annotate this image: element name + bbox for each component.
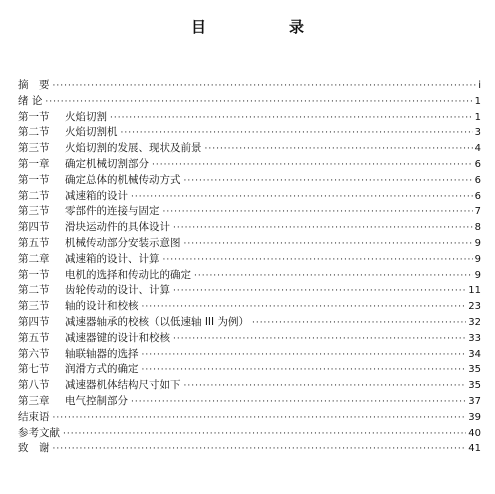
toc-entry-title: 减速器轴承的校核（以低速轴 III 为例） [65, 315, 249, 328]
toc-entry[interactable] [18, 315, 481, 331]
toc-entry[interactable] [18, 173, 481, 189]
toc-page-number: 41 [468, 443, 481, 455]
toc-entry-label [18, 204, 160, 220]
toc-entry-label [18, 125, 118, 141]
toc-dot-leader [110, 111, 473, 127]
toc-page-number: 37 [468, 395, 481, 407]
toc-entry-title: 润滑方式的确定 [65, 363, 139, 376]
toc-entry-label [18, 173, 181, 189]
toc-dot-leader [152, 158, 473, 174]
toc-entry-label [18, 410, 50, 426]
toc-entry[interactable] [18, 125, 481, 141]
toc-entry[interactable] [18, 362, 481, 378]
toc-page-number: 1 [474, 111, 481, 123]
toc-entry[interactable] [18, 204, 481, 220]
toc-dot-leader [142, 348, 467, 364]
toc-dot-leader [205, 142, 473, 158]
toc-entry[interactable] [18, 236, 481, 252]
toc-page-number: 8 [474, 222, 481, 234]
toc-page-number: 9 [474, 269, 481, 281]
page-title: 目 录 [190, 18, 338, 36]
toc-dot-leader [173, 221, 473, 237]
toc-page-number: 6 [474, 174, 481, 186]
toc-entry-label [18, 78, 50, 94]
toc-entry-number: 第四节 [18, 315, 50, 328]
toc-entry-label [18, 394, 128, 410]
toc-entry-label [18, 189, 128, 205]
toc-dot-leader [63, 427, 466, 443]
toc-entry-title: 减速器键的设计和校核 [65, 331, 170, 344]
toc-entry-number: 第二章 [18, 252, 50, 265]
toc-dot-leader [184, 237, 473, 253]
toc-dot-leader [53, 442, 467, 458]
toc-entry-number: 参考文献 [18, 426, 60, 439]
toc-entry-number: 第七节 [18, 363, 50, 376]
toc-entry-title: 减速箱的设计、计算 [65, 252, 160, 265]
toc-entry-number: 绪 论 [18, 94, 43, 107]
toc-page-number: i [478, 80, 481, 91]
toc-entry-title: 滑块运动件的具体设计 [65, 221, 170, 234]
toc-entry[interactable] [18, 299, 481, 315]
toc-dot-leader [53, 411, 467, 427]
toc-entry-label [18, 331, 170, 347]
toc-dot-leader [173, 284, 466, 300]
toc-entry[interactable] [18, 378, 481, 394]
toc-page-number: 9 [474, 253, 481, 265]
toc-dot-leader [53, 79, 477, 95]
toc-entry-title: 机械传动部分安装示意图 [65, 236, 181, 249]
toc-entry[interactable] [18, 331, 481, 347]
toc-page-number: 4 [474, 143, 481, 155]
toc-entry-number: 第三节 [18, 205, 50, 218]
toc-entry[interactable] [18, 189, 481, 205]
toc-dot-leader [142, 300, 467, 316]
toc-page-number: 35 [468, 380, 481, 392]
toc-entry[interactable] [18, 394, 481, 410]
toc-entry-label [18, 378, 181, 394]
toc-dot-leader [131, 190, 473, 206]
toc-entry-title: 轴的设计和校核 [65, 300, 139, 313]
toc-page-number: 35 [468, 364, 481, 376]
toc-entry-title: 减速器机体结构尺寸如下 [65, 379, 181, 392]
toc-entry[interactable] [18, 110, 481, 126]
toc-entry-label [18, 110, 107, 126]
toc-dot-leader [252, 316, 466, 332]
toc-entry[interactable] [18, 220, 481, 236]
toc-page-number: 1 [474, 95, 481, 107]
toc-page-number: 6 [474, 158, 481, 170]
toc-dot-leader [184, 174, 473, 190]
toc-entry-title: 火焰切割的发展、现状及前景 [65, 142, 202, 155]
toc-entry-number: 第三章 [18, 394, 50, 407]
toc-entry-title: 火焰切割 [65, 110, 107, 123]
toc-dot-leader [163, 205, 473, 221]
toc-page-number: 11 [468, 285, 481, 297]
toc-entry-number: 第四节 [18, 221, 50, 234]
toc-entry-title: 确定机械切割部分 [65, 157, 149, 170]
toc-entry-label [18, 347, 139, 363]
toc-entry[interactable] [18, 410, 481, 426]
toc-entry-label [18, 268, 191, 284]
toc-entry-label [18, 236, 181, 252]
toc-entry-title: 电机的选择和传动比的确定 [65, 268, 191, 281]
toc-entry-number: 第一节 [18, 173, 50, 186]
toc-entry-number: 第二节 [18, 284, 50, 297]
toc-entry-label [18, 252, 160, 268]
toc-entry-title: 零部件的连接与固定 [65, 205, 160, 218]
toc-entry-label [18, 157, 149, 173]
toc-entry-number: 结束语 [18, 410, 50, 423]
toc-entry-number: 第一节 [18, 268, 50, 281]
toc-entry-label [18, 315, 249, 331]
toc-entry[interactable] [18, 426, 481, 442]
toc-entry-title: 确定总体的机械传动方式 [65, 173, 181, 186]
toc-entry-number: 第一章 [18, 157, 50, 170]
toc-entry-label [18, 141, 202, 157]
toc-entry-number: 第二节 [18, 189, 50, 202]
toc-entry-title: 电气控制部分 [65, 394, 128, 407]
toc-page-number: 40 [468, 427, 481, 439]
toc-page-number: 34 [468, 348, 481, 360]
toc-entry-label [18, 441, 50, 457]
toc-entry[interactable] [18, 268, 481, 284]
toc-entry-number: 第一节 [18, 110, 50, 123]
toc-entry-number: 第五节 [18, 331, 50, 344]
toc-dot-leader [45, 95, 472, 111]
toc-entry-number: 摘 要 [18, 79, 50, 91]
toc-entry[interactable] [18, 283, 481, 299]
toc-entry[interactable] [18, 441, 481, 457]
toc-entry[interactable] [18, 78, 481, 94]
toc-entry-label [18, 283, 170, 299]
toc-entry-number: 第二节 [18, 126, 50, 139]
toc-entry-number: 第六节 [18, 347, 50, 360]
toc-entry-label [18, 299, 139, 315]
toc-entry[interactable] [18, 94, 481, 110]
toc-entry-label [18, 220, 170, 236]
toc-page-number: 32 [468, 316, 481, 328]
toc-page-number: 6 [474, 190, 481, 202]
table-of-contents [18, 78, 481, 457]
toc-entry-title: 轴联轴器的选择 [65, 347, 139, 360]
toc-page-number: 23 [468, 301, 481, 313]
toc-dot-leader [194, 269, 473, 285]
toc-entry[interactable] [18, 347, 481, 363]
toc-entry-number: 第五节 [18, 236, 50, 249]
toc-entry-number: 第三节 [18, 142, 50, 155]
toc-dot-leader [121, 126, 473, 142]
toc-page-number: 7 [474, 206, 481, 218]
toc-dot-leader [142, 363, 467, 379]
toc-page-number: 3 [474, 127, 481, 139]
toc-dot-leader [184, 379, 467, 395]
toc-entry[interactable] [18, 141, 481, 157]
toc-entry-title: 减速箱的设计 [65, 189, 128, 202]
toc-dot-leader [173, 332, 466, 348]
toc-page-number: 39 [468, 411, 481, 423]
toc-entry-number: 第八节 [18, 379, 50, 392]
toc-entry-title: 火焰切割机 [65, 126, 118, 139]
toc-entry-number: 致 谢 [18, 442, 50, 455]
toc-entry[interactable] [18, 157, 481, 173]
toc-dot-leader [163, 253, 473, 269]
toc-entry[interactable] [18, 252, 481, 268]
toc-page-number: 9 [474, 237, 481, 249]
toc-page-number: 33 [468, 332, 481, 344]
toc-entry-label [18, 94, 42, 110]
toc-dot-leader [131, 395, 466, 411]
toc-entry-label [18, 426, 60, 442]
toc-entry-number: 第三节 [18, 300, 50, 313]
toc-entry-label [18, 362, 139, 378]
toc-entry-title: 齿轮传动的设计、计算 [65, 284, 170, 297]
